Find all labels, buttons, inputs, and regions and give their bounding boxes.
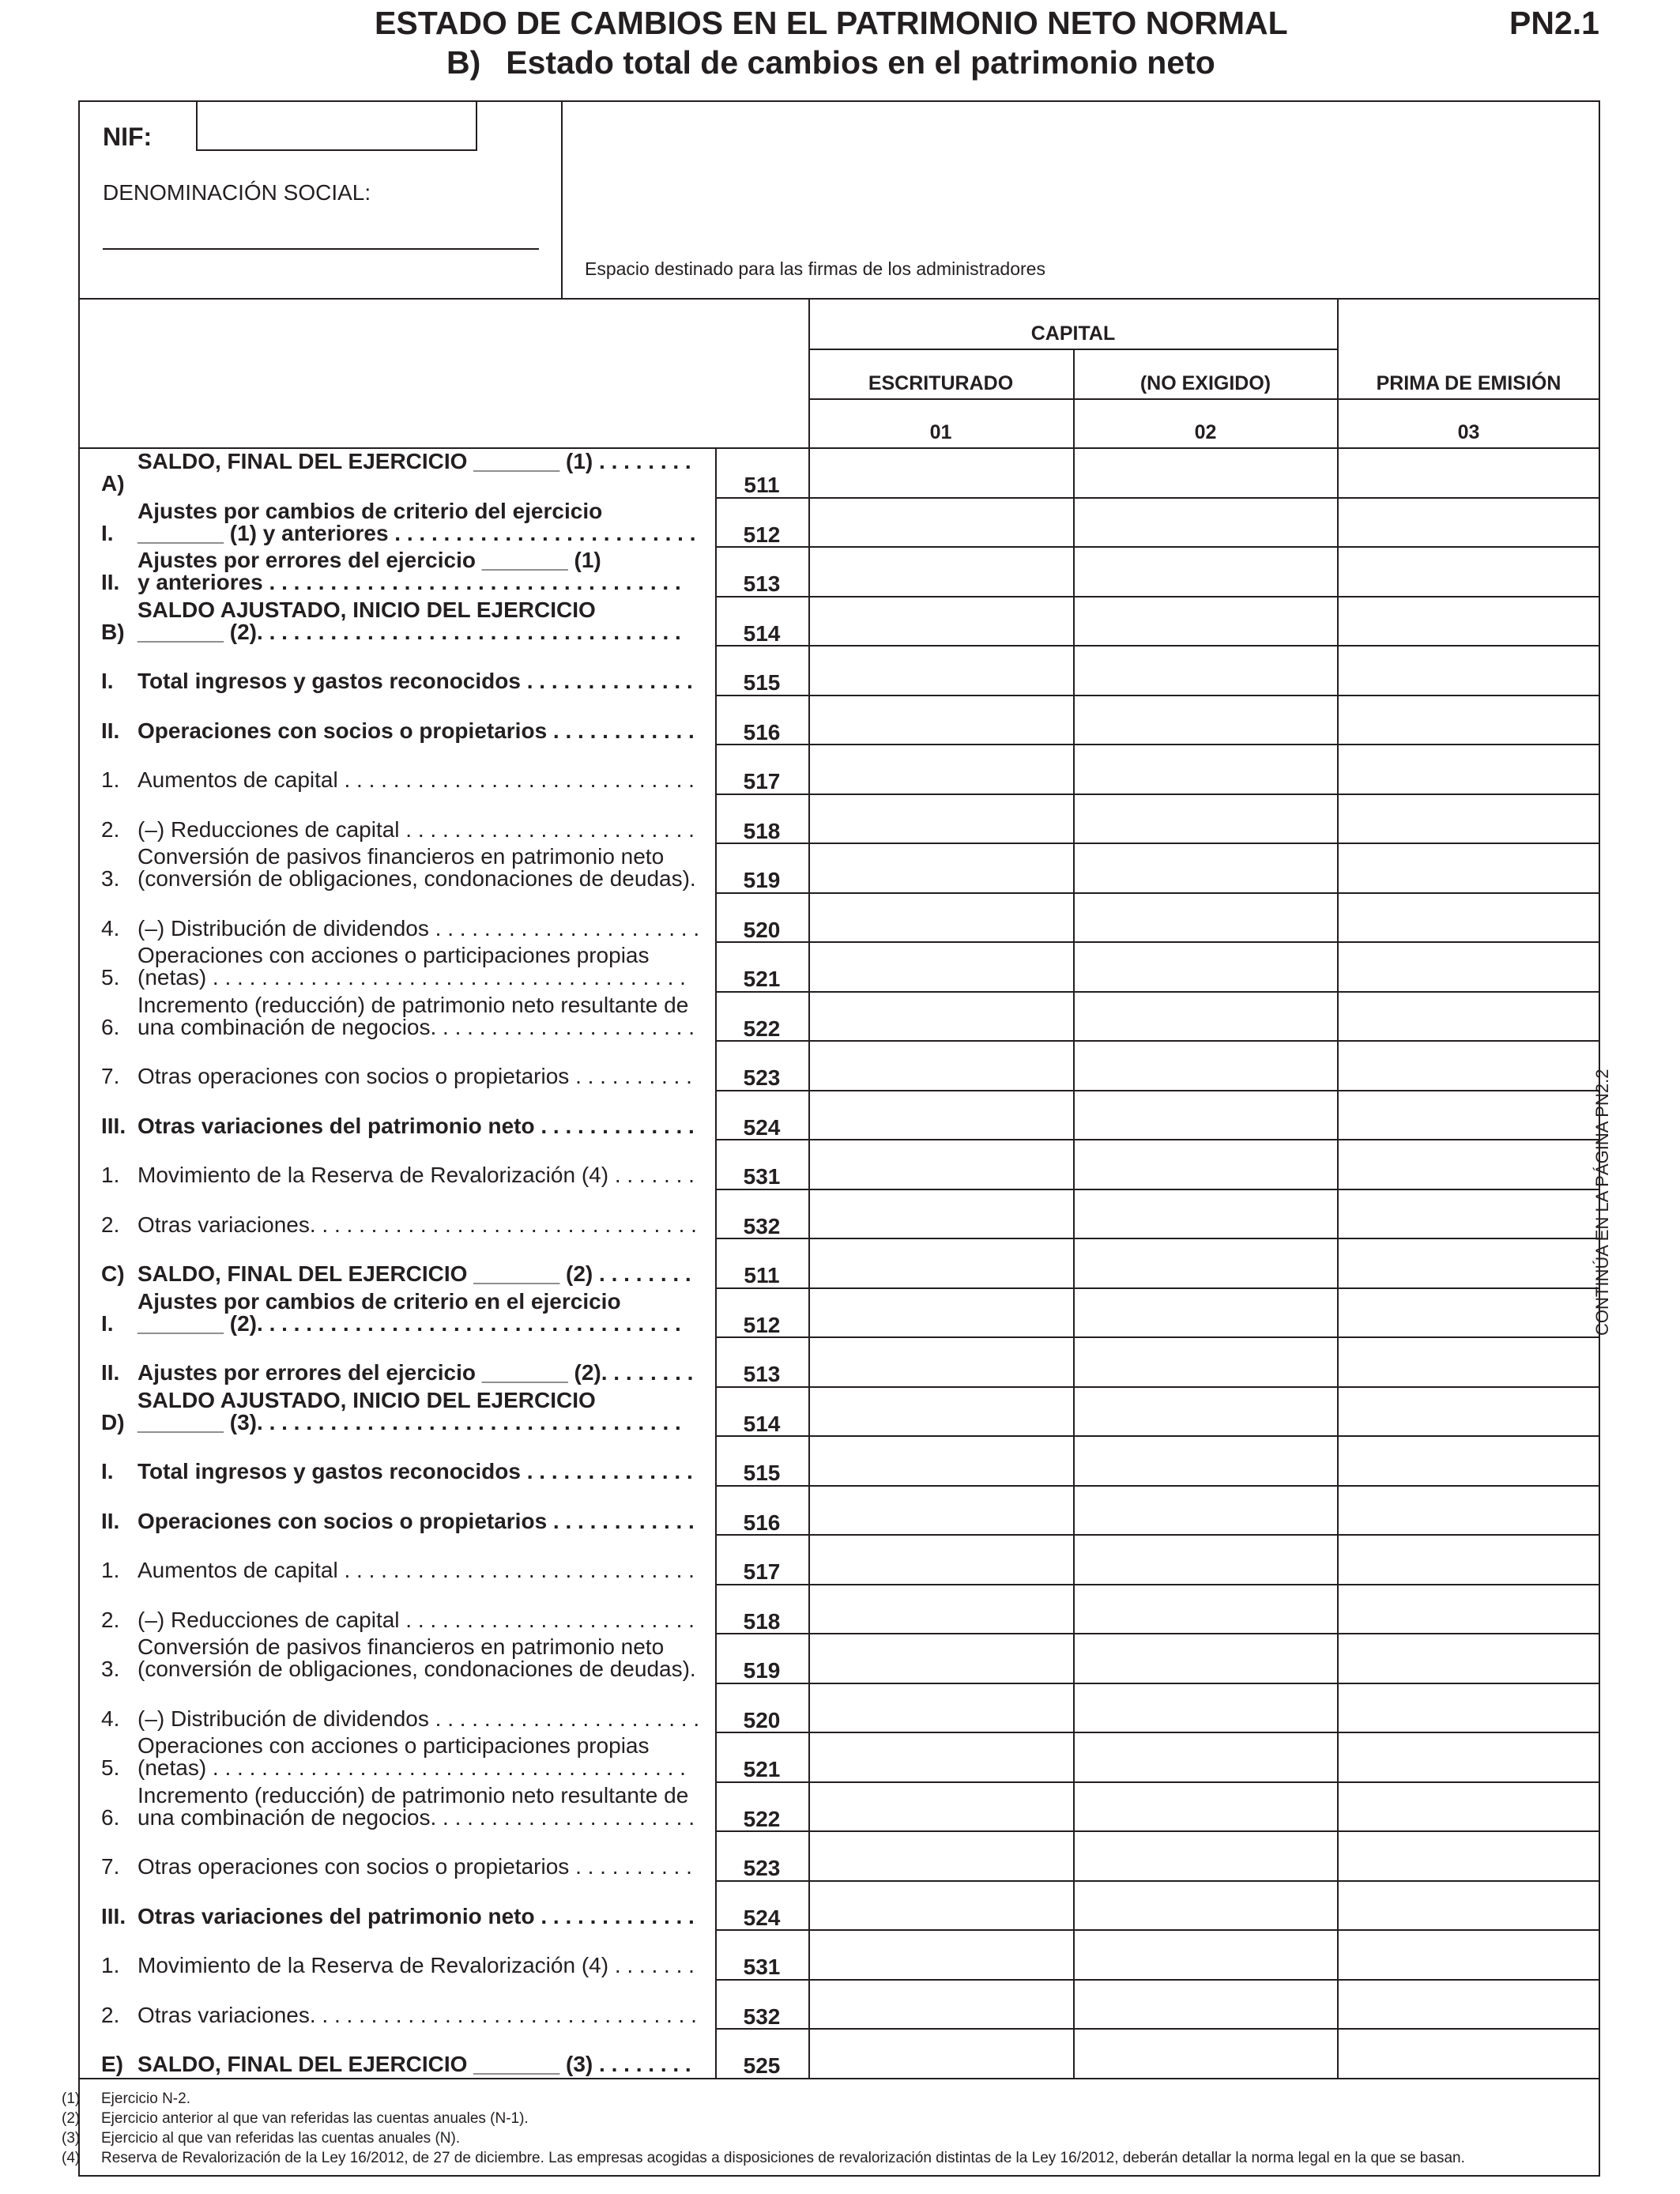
row-label-line1: SALDO AJUSTADO, INICIO DEL EJERCICIO [137, 597, 596, 622]
row-label-line2: _______ (2). . . . . . . . . . . . . . . . . . . . . . . . . . . . . . . . . . . [137, 619, 681, 644]
row-label-line2: (netas) . . . . . . . . . . . . . . . . . . . . . . . . . . . . . . . . . . . . . . . [137, 965, 686, 990]
row-number: 5. [101, 1755, 120, 1780]
value-cell-col2[interactable] [1075, 1733, 1337, 1780]
row-code: 523 [743, 1065, 781, 1090]
value-cell-col2[interactable] [1075, 1585, 1337, 1632]
row-number: A) [101, 471, 125, 496]
row-code: 514 [743, 620, 781, 646]
value-cell-col1[interactable] [810, 993, 1073, 1039]
value-cell-col2[interactable] [1075, 1289, 1337, 1336]
value-cell-col2[interactable] [1075, 1931, 1337, 1977]
value-cell-col3[interactable] [1339, 449, 1599, 496]
no-exigido-header: (NO EXIGIDO) [1139, 372, 1271, 394]
value-cell-col2[interactable] [1075, 894, 1337, 941]
value-cell-col2[interactable] [1075, 1487, 1337, 1533]
row-label-line2: y anteriores . . . . . . . . . . . . . . . . . . . . . . . . . . . . . . . . . . [137, 570, 681, 594]
row-label-line2: (–) Distribución de dividendos . . . . . . . . . . . . . . . . . . . . . . [137, 915, 700, 941]
denominacion-field[interactable] [103, 248, 539, 250]
value-cell-col1[interactable] [810, 1733, 1073, 1780]
row-code: 522 [743, 1016, 781, 1041]
value-cell-col3[interactable] [1339, 1832, 1599, 1879]
row-code: 513 [743, 571, 781, 596]
row-number: E) [101, 2052, 123, 2076]
row-label-line2: Operaciones con socios o propietarios . . . . . . . . . . . . [137, 718, 695, 743]
row-number: I. [101, 1459, 114, 1483]
row-number: 4. [101, 915, 120, 941]
row-label-line2: (conversión de obligaciones, condonaciones de deudas). [137, 866, 696, 891]
value-cell-col3[interactable] [1339, 745, 1599, 792]
row-code: 532 [743, 1213, 781, 1238]
value-cell-col3[interactable] [1339, 499, 1599, 545]
footnote-text: Reserva de Revalorización de la Ley 16/2012, de 27 de diciembre. Las empresas acogidas a disposiciones de revalorización distintas de la Ley 16/2012, deberán detallar la norma legal en la que se basan. [101, 2150, 1465, 2166]
header-sep-1 [808, 398, 1600, 400]
row-label-line2: Movimiento de la Reserva de Revalorización (4) . . . . . . . [137, 1163, 695, 1187]
value-cell-col1[interactable] [810, 894, 1073, 941]
prima-header: PRIMA DE EMISIÓN [1376, 372, 1561, 394]
value-cell-col3[interactable] [1339, 1684, 1599, 1731]
col-number-03: 03 [1457, 421, 1480, 443]
footnote-text: Ejercicio anterior al que van referidas las cuentas anuales (N-1). [101, 2110, 529, 2127]
value-cell-col1[interactable] [810, 1091, 1073, 1138]
subtitle-text: Estado total de cambios en el patrimonio neto [506, 44, 1215, 81]
value-cell-col2[interactable] [1075, 1684, 1337, 1731]
value-cell-col2[interactable] [1075, 1388, 1337, 1434]
value-cell-col2[interactable] [1075, 1832, 1337, 1879]
row-number: 2. [101, 1212, 120, 1237]
row-code: 521 [743, 1757, 781, 1781]
row-number: II. [101, 570, 120, 594]
value-cell-col1[interactable] [810, 795, 1073, 842]
value-cell-col3[interactable] [1339, 1388, 1599, 1434]
row-code: 517 [743, 1559, 781, 1584]
row-label-line1: Operaciones con acciones o participaciones propias [137, 943, 650, 967]
value-cell-col3[interactable] [1339, 1338, 1599, 1385]
value-cell-col3[interactable] [1339, 1536, 1599, 1582]
value-cell-col2[interactable] [1075, 844, 1337, 891]
subtitle-prefix: B) [446, 44, 481, 81]
row-code: 521 [743, 967, 781, 991]
value-cell-col3[interactable] [1339, 696, 1599, 743]
footnote-number: (3) [62, 2130, 81, 2147]
row-label-line1: Conversión de pasivos financieros en patrimonio neto [137, 844, 665, 869]
row-label-line2: Otras variaciones del patrimonio neto . . . . . . . . . . . . . [137, 1113, 695, 1138]
row-number: 7. [101, 1064, 120, 1088]
form-subtitle [446, 44, 1395, 81]
row-label-line2: Ajustes por errores del ejercicio _______ (2). . . . . . . . [137, 1360, 694, 1385]
col-number-01: 01 [929, 421, 952, 443]
value-cell-col2[interactable] [1075, 1634, 1337, 1681]
footnote-text: Ejercicio N-2. [101, 2090, 190, 2107]
value-cell-col2[interactable] [1075, 795, 1337, 842]
row-number: 2. [101, 816, 120, 842]
row-label-line2: (–) Reducciones de capital . . . . . . . . . . . . . . . . . . . . . . . . [137, 816, 695, 842]
value-cell-col3[interactable] [1339, 1487, 1599, 1533]
value-cell-col1[interactable] [810, 449, 1073, 496]
row-code: 523 [743, 1856, 781, 1880]
row-label-line2: _______ (1) y anteriores . . . . . . . . . . . . . . . . . . . . . . . . . [137, 520, 696, 545]
row-code: 516 [743, 719, 781, 745]
value-cell-col3[interactable] [1339, 795, 1599, 842]
row-code: 511 [744, 473, 780, 497]
row-code: 516 [743, 1510, 781, 1535]
footnotes-box [78, 2078, 1600, 2177]
value-cell-col2[interactable] [1075, 449, 1337, 496]
row-label-line2: Otras variaciones. . . . . . . . . . . . . . . . . . . . . . . . . . . . . . . . [137, 2002, 697, 2027]
row-label-line2: Movimiento de la Reserva de Revalorización (4) . . . . . . . [137, 1953, 695, 1977]
value-cell-col2[interactable] [1075, 1783, 1337, 1830]
row-label-line2: Otras operaciones con socios o propietarios . . . . . . . . . . [137, 1854, 692, 1879]
row-label-line2: (conversión de obligaciones, condonaciones de deudas). [137, 1657, 696, 1681]
side-note: CONTINÚA EN LA PÁGINA PN2.2 [1592, 1069, 1612, 1336]
value-cell-col2[interactable] [1075, 993, 1337, 1039]
value-cell-col2[interactable] [1075, 745, 1337, 792]
value-cell-col2[interactable] [1075, 1239, 1337, 1286]
value-cell-col2[interactable] [1075, 1190, 1337, 1237]
value-cell-col1[interactable] [810, 1684, 1073, 1731]
row-number: II. [101, 1508, 120, 1533]
value-cell-col3[interactable] [1339, 1783, 1599, 1830]
row-code: 518 [743, 1608, 781, 1634]
row-number: 6. [101, 1014, 120, 1039]
value-cell-col1[interactable] [810, 1832, 1073, 1879]
footnote-text: Ejercicio al que van referidas las cuentas anuales (N). [101, 2130, 461, 2147]
row-number: 4. [101, 1706, 120, 1731]
row-label-line2: Otras variaciones. . . . . . . . . . . . . . . . . . . . . . . . . . . . . . . . [137, 1212, 697, 1237]
row-label-line2: _______ (2). . . . . . . . . . . . . . . . . . . . . . . . . . . . . . . . . . . [137, 1310, 681, 1336]
row-code: 518 [743, 818, 781, 843]
row-number: 6. [101, 1804, 120, 1830]
value-cell-col3[interactable] [1339, 1981, 1599, 2027]
row-number: 3. [101, 1657, 120, 1681]
value-cell-col1[interactable] [810, 1882, 1073, 1928]
row-number: III. [101, 1903, 126, 1928]
row-label-line1: SALDO AJUSTADO, INICIO DEL EJERCICIO [137, 1387, 596, 1412]
row-label-line2: _______ (3). . . . . . . . . . . . . . . . . . . . . . . . . . . . . . . . . . . [137, 1409, 681, 1434]
row-label-line2: una combinación de negocios. . . . . . . . . . . . . . . . . . . . . . [137, 1014, 695, 1039]
value-cell-col1[interactable] [810, 1585, 1073, 1632]
value-cell-col1[interactable] [810, 844, 1073, 891]
denominacion-label: DENOMINACIÓN SOCIAL: [103, 180, 371, 205]
value-cell-col1[interactable] [810, 1388, 1073, 1434]
row-code: 520 [743, 917, 781, 942]
row-label-line1: Ajustes por cambios de criterio en el ejercicio [137, 1288, 621, 1314]
row-label-line1: Conversión de pasivos financieros en patrimonio neto [137, 1634, 665, 1659]
value-cell-col3[interactable] [1339, 844, 1599, 891]
row-number: I. [101, 669, 114, 693]
value-cell-col3[interactable] [1339, 1190, 1599, 1237]
footnote-number: (4) [62, 2150, 81, 2166]
row-label-line2: una combinación de negocios. . . . . . . . . . . . . . . . . . . . . . [137, 1804, 695, 1830]
row-code: 525 [743, 2053, 781, 2078]
row-code: 522 [743, 1806, 781, 1831]
value-cell-col2[interactable] [1075, 1437, 1337, 1483]
row-code: 531 [743, 1164, 781, 1189]
row-label-line2: Total ingresos y gastos reconocidos . . . . . . . . . . . . . . [137, 669, 693, 693]
row-label-line1: SALDO, FINAL DEL EJERCICIO _______ (1) . . . . . . . . [137, 449, 691, 473]
value-cell-col3[interactable] [1339, 647, 1599, 693]
value-cell-col1[interactable] [810, 696, 1073, 743]
value-cell-col1[interactable] [810, 647, 1073, 693]
value-cell-col3[interactable] [1339, 894, 1599, 941]
row-code: 512 [743, 1312, 781, 1337]
value-cell-col1[interactable] [810, 2030, 1073, 2076]
row-code: 511 [744, 1263, 780, 1287]
value-cell-col2[interactable] [1075, 1091, 1337, 1138]
row-number: II. [101, 718, 120, 743]
row-code: 520 [743, 1707, 781, 1732]
row-label-line1: Incremento (reducción) de patrimonio neto resultante de [137, 992, 689, 1017]
row-number: 3. [101, 866, 120, 891]
row-code: 532 [743, 2004, 781, 2029]
value-cell-col1[interactable] [810, 499, 1073, 545]
row-label-line2: (netas) . . . . . . . . . . . . . . . . . . . . . . . . . . . . . . . . . . . . . . . [137, 1755, 686, 1780]
value-cell-col2[interactable] [1075, 598, 1337, 644]
row-label-line2: SALDO, FINAL DEL EJERCICIO _______ (2) . . . . . . . . [137, 1261, 691, 1286]
row-label-line1: Incremento (reducción) de patrimonio neto resultante de [137, 1782, 689, 1808]
value-cell-col2[interactable] [1075, 2030, 1337, 2076]
value-cell-col1[interactable] [810, 1437, 1073, 1483]
row-label-line2: Aumentos de capital . . . . . . . . . . . . . . . . . . . . . . . . . . . . . [137, 1558, 695, 1582]
row-label-line1: Ajustes por errores del ejercicio _______ (1) [137, 548, 601, 572]
row-number: 1. [101, 1953, 120, 1977]
row-number: I. [101, 520, 114, 545]
row-code: 531 [743, 1955, 781, 1979]
value-cell-col1[interactable] [810, 1634, 1073, 1681]
row-label-line2: (–) Distribución de dividendos . . . . . . . . . . . . . . . . . . . . . . [137, 1706, 700, 1731]
row-label-line2: Total ingresos y gastos reconocidos . . . . . . . . . . . . . . [137, 1459, 693, 1483]
value-cell-col1[interactable] [810, 1981, 1073, 2027]
row-code: 524 [743, 1114, 781, 1140]
row-code: 524 [743, 1905, 781, 1930]
value-cell-col3[interactable] [1339, 548, 1599, 594]
row-label-line2: Operaciones con socios o propietarios . . . . . . . . . . . . [137, 1508, 695, 1533]
row-number: 1. [101, 1163, 120, 1187]
value-cell-col3[interactable] [1339, 1042, 1599, 1088]
row-number: 5. [101, 965, 120, 990]
value-cell-col3[interactable] [1339, 1091, 1599, 1138]
row-label-line2: Otras operaciones con socios o propietarios . . . . . . . . . . [137, 1064, 692, 1088]
value-cell-col2[interactable] [1075, 1042, 1337, 1088]
value-cell-col3[interactable] [1339, 1733, 1599, 1780]
row-code: 512 [743, 522, 781, 547]
value-cell-col1[interactable] [810, 1190, 1073, 1237]
value-cell-col1[interactable] [810, 1140, 1073, 1187]
row-label-line1: Ajustes por cambios de criterio del ejercicio [137, 498, 603, 523]
value-cell-col2[interactable] [1075, 548, 1337, 594]
row-code: 514 [743, 1411, 781, 1436]
row-number: I. [101, 1310, 114, 1336]
value-cell-col1[interactable] [810, 1536, 1073, 1582]
signatures-label: Espacio destinado para las firmas de los administradores [585, 258, 1045, 279]
value-cell-col1[interactable] [810, 1783, 1073, 1830]
row-number: D) [101, 1409, 125, 1434]
row-code: 519 [743, 868, 781, 892]
value-cell-col2[interactable] [1075, 1882, 1337, 1928]
value-cell-col1[interactable] [810, 598, 1073, 644]
row-label-line2: Aumentos de capital . . . . . . . . . . . . . . . . . . . . . . . . . . . . . [137, 767, 695, 792]
value-cell-col1[interactable] [810, 1487, 1073, 1533]
row-number: II. [101, 1360, 120, 1385]
escriturado-header: ESCRITURADO [868, 372, 1014, 394]
footnote-number: (2) [62, 2110, 81, 2127]
value-cell-col2[interactable] [1075, 1338, 1337, 1385]
value-cell-col3[interactable] [1339, 993, 1599, 1039]
value-cell-col2[interactable] [1075, 696, 1337, 743]
row-label-line2: (–) Reducciones de capital . . . . . . . . . . . . . . . . . . . . . . . . [137, 1607, 695, 1632]
value-cell-col2[interactable] [1075, 1536, 1337, 1582]
value-cell-col2[interactable] [1075, 1981, 1337, 2027]
row-label-line1: Operaciones con acciones o participaciones propias [137, 1733, 650, 1758]
capital-header: CAPITAL [1030, 322, 1116, 345]
form-code: PN2.1 [1509, 5, 1599, 41]
value-cell-col1[interactable] [810, 745, 1073, 792]
row-code: 519 [743, 1658, 781, 1683]
value-cell-col2[interactable] [1075, 499, 1337, 545]
row-number: 1. [101, 767, 120, 792]
value-cell-col1[interactable] [810, 548, 1073, 594]
row-number: C) [101, 1261, 125, 1286]
row-code: 515 [743, 670, 781, 695]
row-code: 517 [743, 769, 781, 794]
row-number: 7. [101, 1854, 120, 1879]
row-code: 515 [743, 1461, 781, 1485]
value-cell-col1[interactable] [810, 943, 1073, 990]
value-cell-col3[interactable] [1339, 1437, 1599, 1483]
col-number-02: 02 [1194, 421, 1217, 443]
value-cell-col3[interactable] [1339, 943, 1599, 990]
value-cell-col3[interactable] [1339, 598, 1599, 644]
value-cell-col1[interactable] [810, 1239, 1073, 1286]
value-cell-col1[interactable] [810, 1042, 1073, 1088]
value-cell-col1[interactable] [810, 1931, 1073, 1977]
value-cell-col3[interactable] [1339, 1289, 1599, 1336]
row-number: 2. [101, 1607, 120, 1632]
form-title: ESTADO DE CAMBIOS EN EL PATRIMONIO NETO NORMAL [375, 5, 1288, 41]
row-label-line2: Otras variaciones del patrimonio neto . . . . . . . . . . . . . [137, 1903, 695, 1928]
nif-label: NIF: [103, 123, 153, 151]
id-box-divider [561, 100, 563, 300]
value-cell-col1[interactable] [810, 1338, 1073, 1385]
value-cell-col3[interactable] [1339, 1882, 1599, 1928]
nif-field[interactable] [196, 100, 477, 151]
row-code: 513 [743, 1362, 781, 1386]
value-cell-col3[interactable] [1339, 2030, 1599, 2076]
row-number: 1. [101, 1558, 120, 1582]
row-number: III. [101, 1113, 126, 1138]
footnote-number: (1) [62, 2090, 81, 2107]
row-number: 2. [101, 2002, 120, 2027]
value-cell-col2[interactable] [1075, 647, 1337, 693]
value-cell-col1[interactable] [810, 1289, 1073, 1336]
row-number: B) [101, 619, 125, 644]
value-cell-col3[interactable] [1339, 1140, 1599, 1187]
row-label-line2: SALDO, FINAL DEL EJERCICIO _______ (3) . . . . . . . . [137, 2052, 691, 2076]
value-cell-col2[interactable] [1075, 1140, 1337, 1187]
value-cell-col2[interactable] [1075, 943, 1337, 990]
value-cell-col3[interactable] [1339, 1634, 1599, 1681]
value-cell-col3[interactable] [1339, 1239, 1599, 1286]
value-cell-col3[interactable] [1339, 1931, 1599, 1977]
value-cell-col3[interactable] [1339, 1585, 1599, 1632]
